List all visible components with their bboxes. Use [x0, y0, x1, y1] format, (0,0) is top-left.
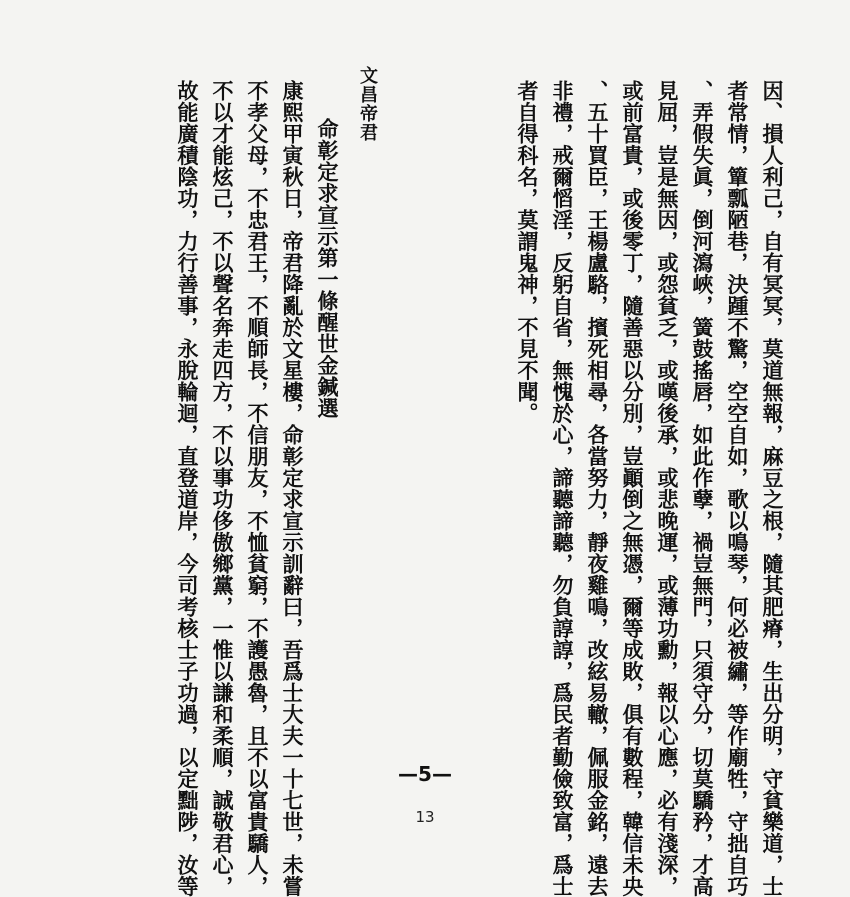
page-number: 13 — [415, 808, 435, 826]
text-column-8: 者自得科名，莫謂鬼神，不見不聞。 — [515, 80, 540, 424]
text-column-2: 者常情，簞瓢陋巷，決踵不驚，空空自如，歌以鳴琴，何必被繡，等作廟牲，守拙自巧 — [725, 80, 750, 897]
text-column-1: 因、損人利己，自有冥冥，莫道無報，麻豆之根，隨其肥瘠，生出分明，守貧樂道，士 — [760, 80, 785, 897]
text-column-4: 見屈，豈是無因，或怨貧乏，或嘆後承，或悲晚運，或薄功勳，報以心應，必有淺深， — [655, 80, 680, 897]
page-mark: —5— — [398, 762, 452, 786]
text-column-5: 或前富貴，或後零丁，隨善惡以分別，豈顚倒之無憑，爾等成敗，俱有數程，韓信未央 — [620, 80, 645, 897]
body-column-1: 康熙甲寅秋日，帝君降亂於文星樓，命彰定求宣示訓辭曰，吾爲士大夫一十七世，未嘗 — [280, 80, 305, 897]
section-heading: 命彰定求宣示第一條醒世金鍼選 — [315, 118, 340, 419]
text-column-7: 非禮，戒爾慆淫，反躬自省，無愧於心，諦聽諦聽，勿負諄諄，爲民者勤儉致富，爲士 — [550, 80, 575, 897]
text-column-6: 、五十買臣，王楊盧駱，擯死相尋，各當努力，靜夜雞鳴，改絃易轍，佩服金銘，遠去 — [585, 80, 610, 897]
body-column-4: 故能廣積陰功，力行善事，永脫輪迴，直登道岸，今司考核士子功過，以定黜陟，汝等 — [175, 80, 200, 897]
body-column-2: 不孝父母，不忠君王，不順師長，不信朋友，不恤貧窮，不護愚魯，且不以富貴驕人， — [245, 80, 270, 897]
page-header-title: 文昌帝君 — [357, 66, 378, 142]
body-column-3: 不以才能炫己，不以聲名奔走四方，不以事功侈傲鄉黨，一惟以謙和柔順，誠敬君心， — [210, 80, 235, 897]
text-column-3: 、弄假失眞，倒河瀉峽，簧鼓搖唇，如此作孽，禍豈無門，只須守分，切莫驕矜，才高 — [690, 80, 715, 897]
